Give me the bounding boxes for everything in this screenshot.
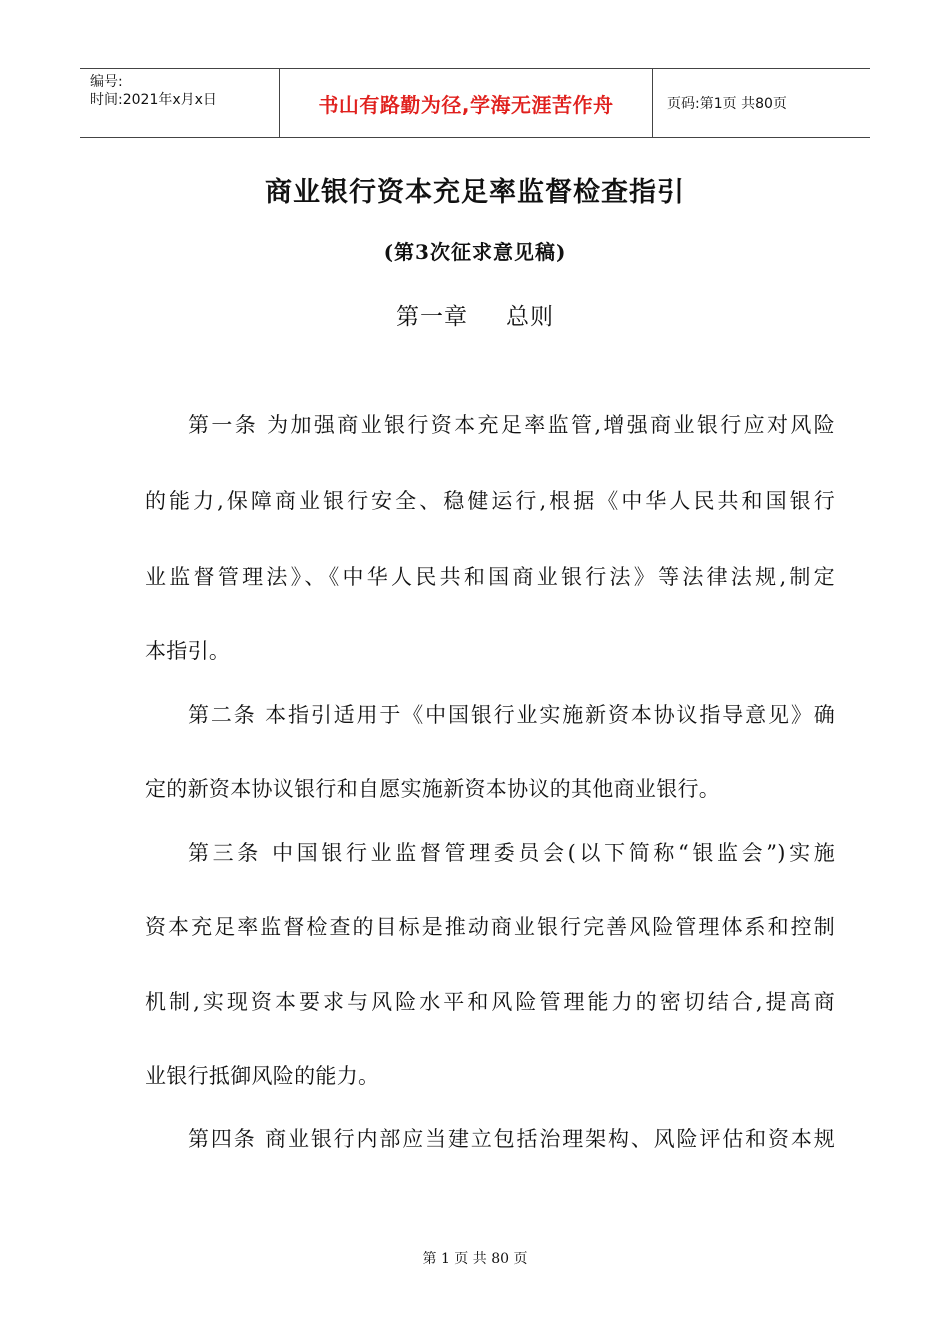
chapter-heading <box>0 298 950 331</box>
chapter-name: 总则 <box>506 304 554 330</box>
article-3-line-3: 机制,实现资本要求与风险水平和风险管理能力的密切结合,提高商 <box>145 990 835 1014</box>
chapter-number: 第一章 <box>396 304 468 330</box>
article-1-line-1: 第一条 为加强商业银行资本充足率监管,增强商业银行应对风险 <box>188 413 835 437</box>
article-3-line-1: 第三条 中国银行业监督管理委员会(以下简称“银监会”)实施 <box>188 841 835 865</box>
document-number-label: 编号: <box>90 74 123 90</box>
article-2-line-1: 第二条 本指引适用于《中国银行业实施新资本协议指导意见》确 <box>188 703 835 727</box>
document-date-label: 时间:2021年x月x日 <box>90 92 217 108</box>
article-2-line-2: 定的新资本协议银行和自愿实施新资本协议的其他商业银行。 <box>145 777 721 801</box>
document-title: 商业银行资本充足率监督检查指引 <box>265 177 685 208</box>
document-subtitle: (第3次征求意见稿) <box>383 240 567 264</box>
page-footer: 第 1 页 共 80 页 <box>422 1251 528 1267</box>
article-3-line-2: 资本充足率监督检查的目标是推动商业银行完善风险管理体系和控制 <box>145 915 835 939</box>
article-1-line-2: 的能力,保障商业银行安全、稳健运行,根据《中华人民共和国银行 <box>145 489 835 513</box>
article-1-line-4: 本指引。 <box>145 639 231 663</box>
article-3-line-4: 业银行抵御风险的能力。 <box>145 1064 380 1088</box>
header-page-info: 页码:第1页 共80页 <box>667 96 787 112</box>
article-4-line-1: 第四条 商业银行内部应当建立包括治理架构、风险评估和资本规 <box>188 1127 835 1151</box>
header-meta <box>80 69 280 137</box>
article-1-line-3: 业监督管理法》、《中华人民共和国商业银行法》等法律法规,制定 <box>145 565 835 589</box>
page-header <box>80 68 870 138</box>
header-motto: 书山有路勤为径,学海无涯苦作舟 <box>280 69 653 137</box>
